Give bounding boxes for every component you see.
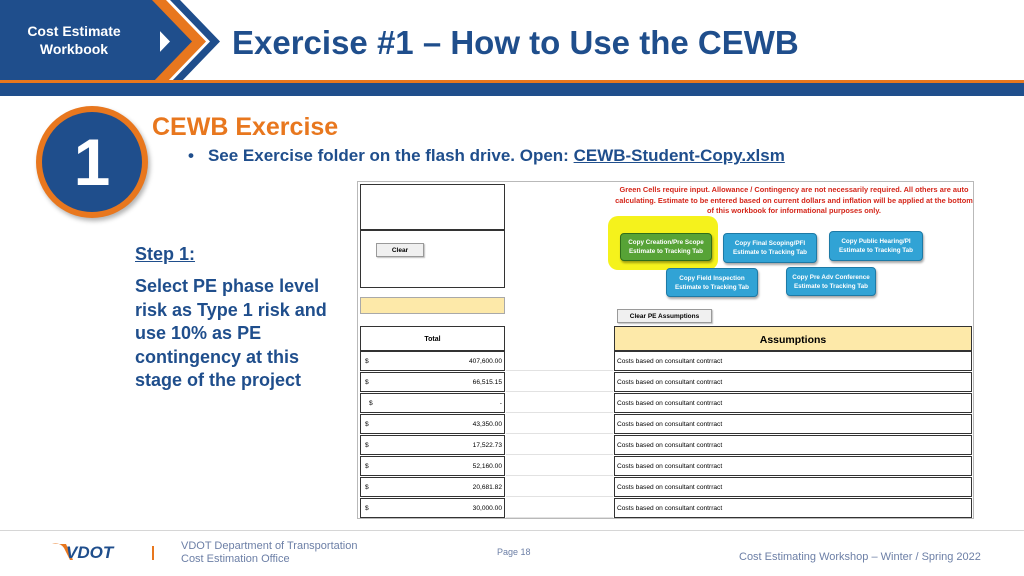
section-title: CEWB Exercise (152, 113, 339, 141)
instruction-bullet (188, 146, 785, 166)
input-cell-yellow[interactable] (360, 297, 505, 314)
currency-symbol: $ (365, 463, 369, 470)
clear-pe-assumptions-button[interactable]: Clear PE Assumptions (617, 309, 712, 323)
footer-separator (152, 546, 154, 560)
assumption-cell[interactable] (614, 498, 972, 518)
table-row[interactable] (360, 414, 505, 434)
empty-cell (506, 393, 613, 413)
header-accent-line (0, 80, 1024, 83)
bullet-dot: • (188, 146, 194, 165)
copy-final-scoping-button[interactable]: Copy Final Scoping/PFI Estimate to Tracking Tab (723, 233, 817, 263)
currency-symbol: $ (365, 379, 369, 386)
brand-line-1: Cost Estimate (27, 23, 121, 39)
assumption-text: Costs based on consultant contrract (617, 379, 723, 386)
assumption-text: Costs based on consultant contrract (617, 505, 723, 512)
logo-text: VDOT (66, 543, 114, 562)
assumption-cell[interactable] (614, 435, 972, 455)
sheet-empty-cell (360, 184, 505, 230)
amount-value: - (499, 400, 502, 407)
copy-public-hearing-button[interactable]: Copy Public Hearing/PI Estimate to Tracking Tab (829, 231, 923, 261)
currency-symbol: $ (369, 400, 373, 407)
brand-line-2: Workbook (39, 41, 109, 57)
table-row[interactable] (360, 477, 505, 497)
currency-symbol: $ (365, 484, 369, 491)
org-line-2: Cost Estimation Office (181, 553, 290, 565)
table-row[interactable] (360, 351, 505, 371)
assumption-cell[interactable] (614, 456, 972, 476)
empty-cell (506, 456, 613, 476)
amount-value: 17,522.73 (472, 442, 502, 449)
total-header: Total (360, 326, 505, 351)
currency-symbol: $ (365, 505, 369, 512)
step-number: 1 (42, 112, 142, 212)
slide-header (0, 0, 1024, 96)
empty-cell (506, 477, 613, 497)
footer-event: Cost Estimating Workshop – Winter / Spring 2022 (739, 551, 981, 563)
amount-value: 407,600.00 (468, 358, 502, 365)
amount-value: 30,000.00 (472, 505, 502, 512)
spreadsheet-screenshot (357, 181, 974, 519)
step-label: Step 1: (135, 244, 196, 264)
table-row[interactable] (360, 393, 505, 413)
assumption-text: Costs based on consultant contrract (617, 484, 723, 491)
file-link[interactable]: CEWB-Student-Copy.xlsm (573, 146, 785, 165)
step-description: Select PE phase level risk as Type 1 risk and use 10% as PE contingency at this stage of the project (135, 276, 327, 390)
clear-button[interactable]: Clear (376, 243, 424, 257)
assumption-cell[interactable] (614, 372, 972, 392)
empty-cell (506, 498, 613, 518)
amount-value: 43,350.00 (472, 421, 502, 428)
currency-symbol: $ (365, 421, 369, 428)
brand-label (0, 22, 148, 58)
assumption-text: Costs based on consultant contrract (617, 421, 723, 428)
sheet-instructions-note: Green Cells require input. Allowance / Contingency are not necessarily required. All others are auto calculating. Estimate to be entered based on current dollars and inflation will be applied at the bottom of this workbook for informational purposes only. (615, 185, 973, 215)
sheet-clear-cell (360, 230, 505, 288)
step-number-badge (36, 106, 148, 218)
table-row[interactable] (360, 372, 505, 392)
assumption-cell[interactable] (614, 414, 972, 434)
table-row[interactable] (360, 435, 505, 455)
assumptions-header: Assumptions (614, 326, 972, 351)
assumption-cell[interactable] (614, 477, 972, 497)
empty-cell (506, 351, 613, 371)
assumption-text: Costs based on consultant contrract (617, 463, 723, 470)
org-line-1: VDOT Department of Transportation (181, 540, 358, 552)
assumption-text: Costs based on consultant contrract (617, 400, 723, 407)
assumption-cell[interactable] (614, 393, 972, 413)
currency-symbol: $ (365, 442, 369, 449)
assumption-text: Costs based on consultant contrract (617, 442, 723, 449)
table-row[interactable] (360, 456, 505, 476)
bullet-text: See Exercise folder on the flash drive. Open: (207, 146, 574, 165)
currency-symbol: $ (365, 358, 369, 365)
amount-value: 52,160.00 (472, 463, 502, 470)
footer-divider (0, 530, 1024, 531)
table-row[interactable] (360, 498, 505, 518)
copy-creation-prescope-button[interactable]: Copy Creation/Pre Scope Estimate to Tracking Tab (620, 233, 712, 261)
page-number: Page 18 (497, 547, 531, 557)
copy-field-inspection-button[interactable]: Copy Field Inspection Estimate to Tracking Tab (666, 268, 758, 297)
assumption-cell[interactable] (614, 351, 972, 371)
page-title: Exercise #1 – How to Use the CEWB (232, 24, 799, 61)
vdot-logo (50, 538, 130, 564)
empty-cell (506, 372, 613, 392)
copy-pre-adv-conference-button[interactable]: Copy Pre Adv Conference Estimate to Tracking Tab (786, 267, 876, 296)
amount-value: 20,681.82 (472, 484, 502, 491)
empty-cell (506, 414, 613, 434)
assumption-text: Costs based on consultant contrract (617, 358, 723, 365)
footer-organization (181, 540, 358, 566)
empty-cell (506, 435, 613, 455)
amount-value: 66,515.15 (472, 379, 502, 386)
